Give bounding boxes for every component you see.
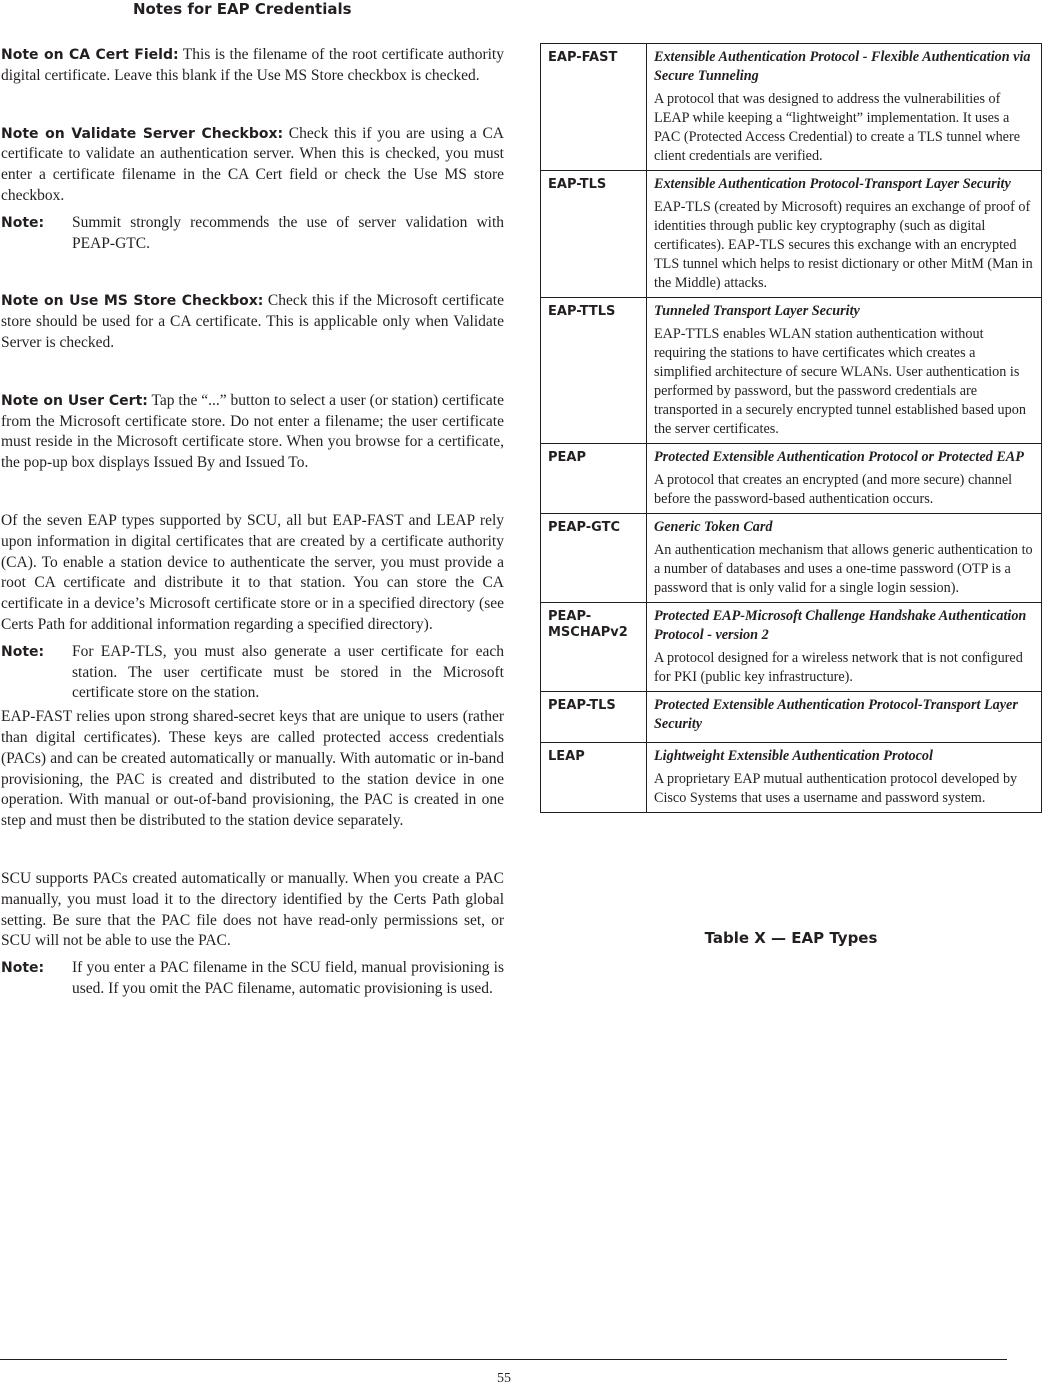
- eap-definition-body: EAP-TTLS enables WLAN station authentication without requiring the stations to have certificates which creates a simplified architecture of secure WLANs. User authentication is performed by password, but the password credentials are transported in a securely encrypted tunnel established based upon the server certificates.: [654, 326, 1026, 437]
- ms-store-text: Check this if the Microsoft certificate store should be used for a CA certificate. This is applicable only when Validate Server is checked.: [1, 292, 504, 351]
- eap-definition: [647, 743, 1042, 813]
- eap-definition: [647, 171, 1042, 298]
- table-row: [541, 514, 1042, 603]
- note-text: If you enter a PAC filename in the SCU field, manual provisioning is used. If you omit the PAC filename, automatic provisioning is used.: [72, 959, 504, 997]
- user-cert-lead: Note on User Cert:: [1, 392, 148, 409]
- eap-fast-paragraph: EAP-FAST relies upon strong shared-secret keys that are unique to users (rather than digital certificates). These keys are called protected access credentials (PACs) and can be created automatically or manually. With automatic or in-band provisioning, the PAC is created and distributed to the station device in one operation. With manual or out-of-band provisioning, the PAC is created in one step and must then be distributed to the station device separately.: [1, 708, 504, 830]
- eap-term: EAP-FAST: [541, 44, 647, 171]
- validate-server-paragraph: [1, 124, 504, 207]
- eap-types-paragraph: Of the seven EAP types supported by SCU, all but EAP-FAST and LEAP rely upon information in digital certificates that are created by a certificate authority (CA). To enable a station device to authenticate the server, you must provide a root CA certificate and distribute it to that station. You can store the CA certificate in a device’s Microsoft certificate store or in a specified directory (see Certs Path for additional information regarding a specified directory).: [1, 511, 504, 633]
- table-row: [541, 603, 1042, 692]
- eap-term: PEAP: [541, 444, 647, 514]
- eap-definition: [647, 692, 1042, 743]
- eap-types-table: [540, 43, 1042, 813]
- validate-server-lead: Note on Validate Server Checkbox:: [1, 125, 284, 142]
- eap-definition: [647, 298, 1042, 444]
- validate-note: [1, 213, 504, 255]
- note-label: Note:: [1, 643, 45, 660]
- eap-definition-title: Extensible Authentication Protocol-Transport Layer Security: [654, 176, 1011, 192]
- user-cert-text: Tap the “...” button to select a user (or station) certificate from the Microsoft certificate store. Do not enter a filename; the user certificate must reside in the Microsoft certificate store. When you browse for a certificate, the pop-up box displays Issued By and Issued To.: [1, 391, 504, 472]
- eap-definition: [647, 514, 1042, 603]
- eap-definition-title: Protected EAP-Microsoft Challenge Handshake Authentication Protocol - version 2: [654, 608, 1027, 643]
- eap-term: PEAP-MSCHAPv2: [541, 603, 647, 692]
- note-label: Note:: [1, 214, 45, 231]
- note-text: For EAP-TLS, you must also generate a user certificate for each station. The user certificate must be stored in the Microsoft certificate store on the station.: [72, 642, 504, 702]
- table-caption: Table X — EAP Types: [704, 929, 878, 947]
- eap-definition-body: A protocol that creates an encrypted (and more secure) channel before the password-based authentication occurs.: [654, 472, 1013, 507]
- pac-note: [1, 958, 504, 1000]
- eap-term: EAP-TTLS: [541, 298, 647, 444]
- eap-definition-body: An authentication mechanism that allows generic authentication to a number of databases and uses a one-time password (OTP is a password that is only valid for a single login session).: [654, 542, 1033, 596]
- note-text: Summit strongly recommends the use of server validation with PEAP-GTC.: [72, 213, 504, 252]
- eap-definition-body: EAP-TLS (created by Microsoft) requires an exchange of proof of identities through public key cryptography (such as digital certificates). EAP-TLS secures this exchange with an encrypted TLS tunnel which helps to resist dictionary or other MitM (Man in the Middle) attacks.: [654, 199, 1033, 291]
- eap-definition: [647, 44, 1042, 171]
- table-row: [541, 444, 1042, 514]
- eap-definition-title: Protected Extensible Authentication Protocol or Protected EAP: [654, 449, 1024, 465]
- left-column: [1, 45, 504, 1000]
- eap-tls-note: [1, 642, 504, 704]
- eap-definition: [647, 444, 1042, 514]
- note-label: Note:: [1, 960, 45, 977]
- eap-definition-title: Extensible Authentication Protocol - Flexible Authentication via Secure Tunneling: [654, 49, 1031, 84]
- table-row: [541, 692, 1042, 743]
- eap-term: PEAP-TLS: [541, 692, 647, 743]
- footer-divider: [0, 1359, 1007, 1360]
- eap-definition-body: A protocol designed for a wireless network that is not configured for PKI (public key infrastructure).: [654, 650, 1023, 685]
- table-row: [541, 743, 1042, 813]
- eap-definition-title: Generic Token Card: [654, 519, 773, 535]
- validate-server-text: Check this if you are using a CA certificate to validate an authentication server. When this is checked, you must enter a certificate filename in the CA Cert field or check the Use MS store checkbox.: [1, 124, 504, 204]
- user-cert-paragraph: [1, 391, 504, 474]
- table-row: [541, 171, 1042, 298]
- eap-term: LEAP: [541, 743, 647, 813]
- table-row: [541, 44, 1042, 171]
- page-number: 55: [497, 1371, 511, 1386]
- pac-paragraph: SCU supports PACs created automatically or manually. When you create a PAC manually, you must load it to the directory identified by the Certs Path global setting. Be sure that the PAC file does not have read-only permissions set, or SCU will not be able to use the PAC.: [1, 869, 504, 950]
- eap-definition-body: A protocol that was designed to address the vulnerabilities of LEAP while keeping a “lightweight” implementation. It uses a PAC (Protected Access Credential) to create a TLS tunnel where client credentials are verified.: [654, 91, 1021, 164]
- eap-definition: [647, 603, 1042, 692]
- ca-cert-lead: Note on CA Cert Field:: [1, 47, 179, 63]
- ca-cert-paragraph: [1, 45, 504, 87]
- section-heading: Notes for EAP Credentials: [133, 0, 352, 18]
- table-row: [541, 298, 1042, 444]
- eap-definition-title: Lightweight Extensible Authentication Protocol: [654, 748, 933, 764]
- eap-definition-title: Tunneled Transport Layer Security: [654, 303, 860, 319]
- eap-definition-title: Protected Extensible Authentication Protocol-Transport Layer Security: [654, 697, 1018, 732]
- eap-term: EAP-TLS: [541, 171, 647, 298]
- ms-store-paragraph: [1, 291, 504, 353]
- eap-definition-body: A proprietary EAP mutual authentication protocol developed by Cisco Systems that uses a username and password system.: [654, 771, 1018, 806]
- ms-store-lead: Note on Use MS Store Checkbox:: [1, 293, 264, 310]
- ca-cert-text: This is the filename of the root certificate authority digital certificate. Leave this blank if the Use MS Store checkbox is checked.: [1, 46, 504, 84]
- eap-term: PEAP-GTC: [541, 514, 647, 603]
